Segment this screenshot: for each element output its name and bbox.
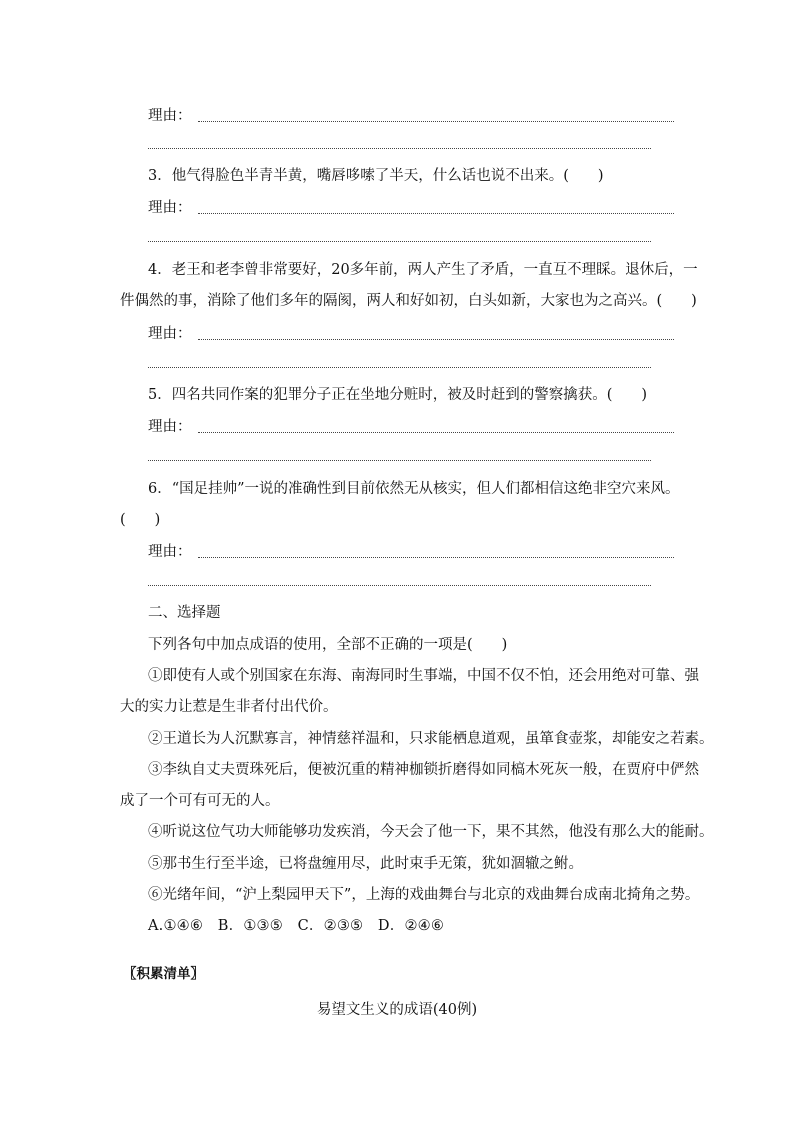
reason-label: 理由： bbox=[148, 200, 192, 216]
question-6-line-1: 6．“国足挂帅”一说的准确性到目前依然无从核实，但人们都相信这绝非空穴来风。 bbox=[148, 481, 680, 497]
reason-line-5 bbox=[148, 415, 674, 436]
reason-line-4 bbox=[148, 322, 674, 343]
sentence-2: ②王道长为人沉默寡言，神情慈祥温和，只求能栖息道观，虽箪食壶浆，却能安之若素。 bbox=[148, 731, 714, 747]
answer-blank[interactable] bbox=[198, 111, 675, 122]
reason-label: 理由： bbox=[148, 108, 192, 124]
question-4-line-1: 4．老王和老李曾非常要好，20多年前，两人产生了矛盾，一直互不理睬。退休后，一 bbox=[148, 262, 698, 278]
question-6-line-2: ( ) bbox=[120, 512, 161, 528]
reason-line-6 bbox=[148, 540, 674, 561]
mc-question-stem: 下列各句中加点成语的使用，全部不正确的一项是( ) bbox=[148, 637, 508, 653]
answer-blank[interactable] bbox=[198, 422, 675, 433]
answer-blank-continuation[interactable] bbox=[148, 367, 651, 368]
sentence-5: ⑤那书生行至半途，已将盘缠用尽，此时束手无策，犹如涸辙之鲋。 bbox=[148, 856, 583, 872]
answer-blank-continuation[interactable] bbox=[148, 460, 651, 461]
sentence-1-line-1: ①即使有人或个别国家在东海、南海同时生事端，中国不仅不怕，还会用绝对可靠、强 bbox=[148, 668, 699, 684]
sentence-6: ⑥光绪年间，“沪上梨园甲天下”，上海的戏曲舞台与北京的戏曲舞台成南北掎角之势。 bbox=[148, 887, 700, 903]
reason-label: 理由： bbox=[148, 544, 192, 560]
section-2-title: 二、选择题 bbox=[148, 605, 221, 621]
sentence-3-line-1: ③李纨自丈夫贾珠死后，便被沉重的精神枷锁折磨得如同槁木死灰一般，在贾府中俨然 bbox=[148, 762, 699, 778]
accumulation-tag: 〖积累清单〗 bbox=[123, 966, 204, 982]
sentence-3-line-2: 成了一个可有可无的人。 bbox=[120, 793, 280, 809]
reason-label: 理由： bbox=[148, 326, 192, 342]
reason-label: 理由： bbox=[148, 419, 192, 435]
sentence-1-line-2: 大的实力让惹是生非者付出代价。 bbox=[120, 699, 338, 715]
reason-line-2 bbox=[148, 104, 674, 125]
answer-blank[interactable] bbox=[198, 329, 675, 340]
list-title: 易望文生义的成语(40例) bbox=[316, 1002, 478, 1018]
answer-options: A.①④⑥ B．①③⑤ C．②③⑤ D．②④⑥ bbox=[148, 918, 445, 934]
question-4-line-2: 件偶然的事，消除了他们多年的隔阂，两人和好如初，白头如新，大家也为之高兴。( ) bbox=[120, 293, 697, 309]
answer-blank-continuation[interactable] bbox=[148, 148, 651, 149]
answer-blank-continuation[interactable] bbox=[148, 241, 651, 242]
question-3: 3．他气得脸色半青半黄，嘴唇哆嗦了半天，什么话也说不出来。( ) bbox=[148, 168, 604, 184]
answer-blank-continuation[interactable] bbox=[148, 585, 651, 586]
reason-line-3 bbox=[148, 196, 674, 217]
answer-blank[interactable] bbox=[198, 203, 675, 214]
answer-blank[interactable] bbox=[198, 547, 675, 558]
sentence-4: ④听说这位气功大师能够功发疾消，今天会了他一下，果不其然，他没有那么大的能耐。 bbox=[148, 824, 714, 840]
question-5: 5．四名共同作案的犯罪分子正在坐地分赃时，被及时赶到的警察擒获。( ) bbox=[148, 387, 648, 403]
